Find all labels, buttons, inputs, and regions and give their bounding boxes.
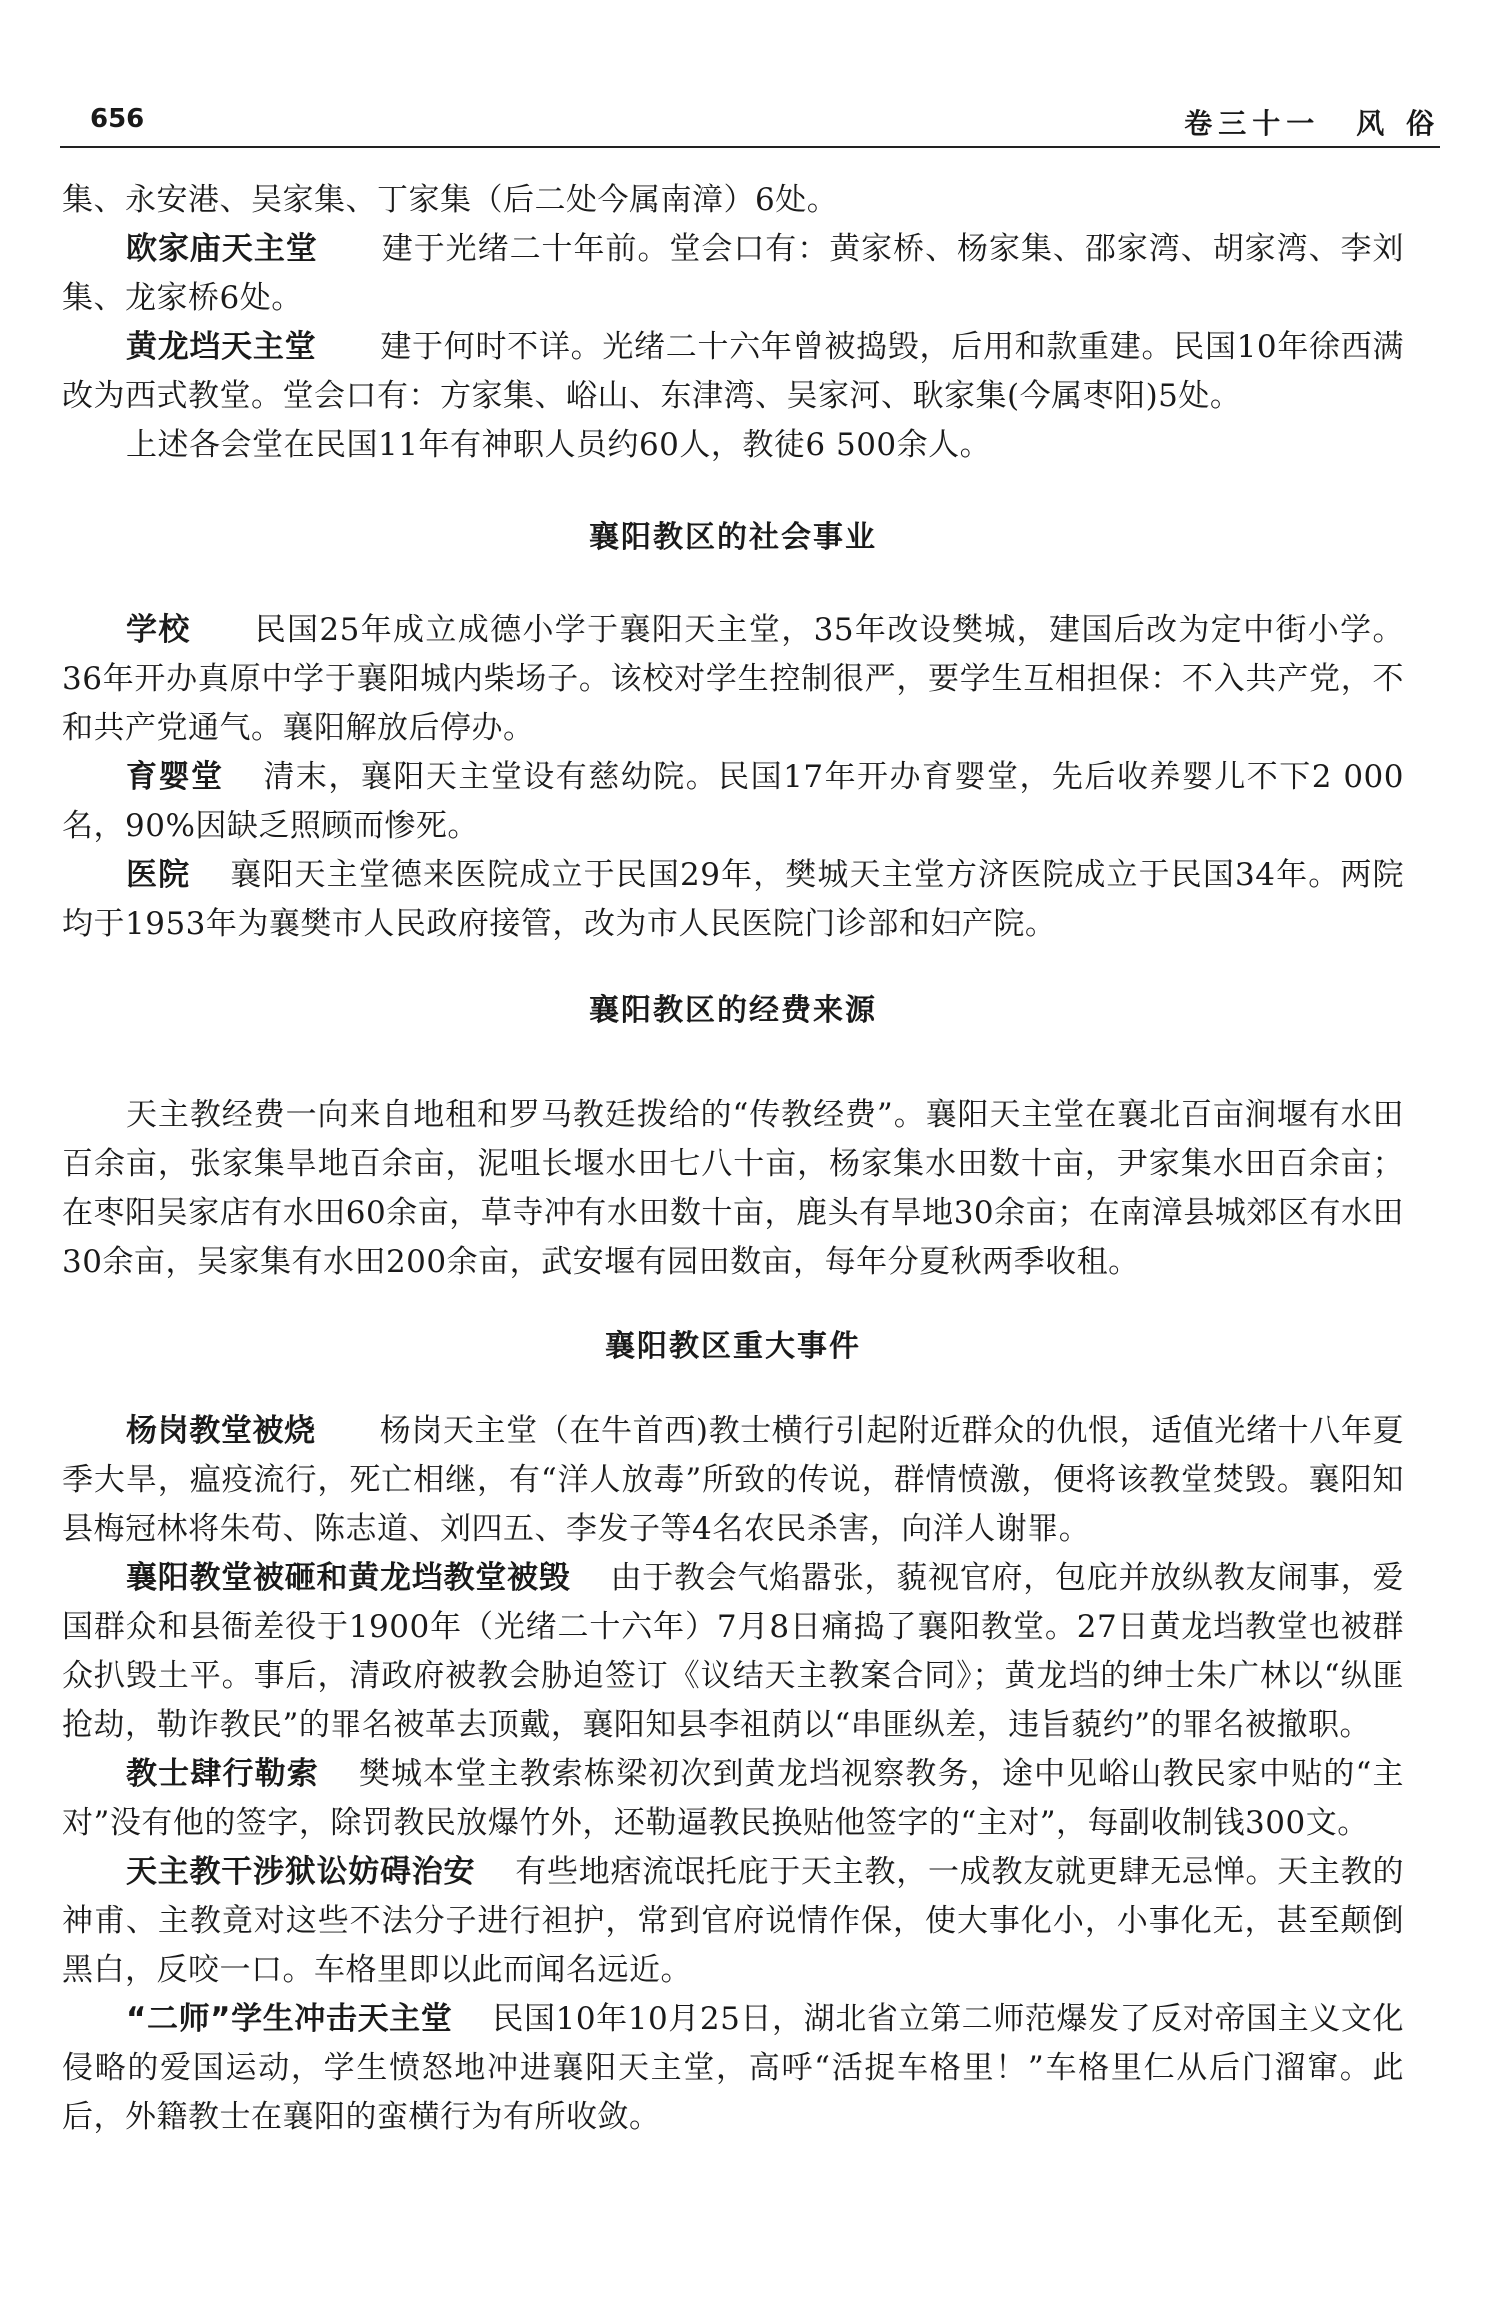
section-heading: 襄阳教区的社会事业 [589,520,877,555]
running-head [1184,102,1440,142]
paragraph: 教士肆行勒索 樊城本堂主教索栋梁初次到黄龙垱视察教务，途中见峪山教民家中贴的“主对”没有他的签字，除罚教民放爆竹外，还勒逼教民换贴他签字的“主对”，每副收制钱300文。 [62,1756,1404,1841]
section-heading: 襄阳教区的经费来源 [589,993,877,1028]
entry-heading: 杨岗教堂被烧 [126,1413,316,1449]
paragraph: “二师”学生冲击天主堂 民国10年10月25日，湖北省立第二师范爆发了反对帝国主义文化侵略的爱国运动，学生愤怒地冲进襄阳天主堂，高呼“活捉车格里！”车格里仁从后门溜窜。此后，外籍教士在襄阳的蛮横行为有所收敛。 [62,2001,1405,2135]
paragraph: 学校 民国25年成立成德小学于襄阳天主堂，35年改设樊城，建国后改为定中街小学。36年开办真原中学于襄阳城内柴场子。该校对学生控制很严，要学生互相担保：不入共产党，不和共产党通气。襄阳解放后停办。 [62,612,1405,746]
paragraph: 集、永安港、吴家集、丁家集（后二处今属南漳）6处。 [62,182,839,218]
paragraph: 杨岗教堂被烧 杨岗天主堂（在牛首西)教士横行引起附近群众的仇恨，适值光绪十八年夏季大旱，瘟疫流行，死亡相继，有“洋人放毒”所致的传说，群情愤激，便将该教堂焚毁。襄阳知县梅冠林将朱苟、陈志道、刘四五、李发子等4名农民杀害，向洋人谢罪。 [62,1413,1405,1547]
section-label: 风 俗 [1356,107,1440,140]
entry-heading: 学校 [126,612,191,648]
entry-heading: 医院 [126,857,191,893]
section-heading: 襄阳教区重大事件 [605,1329,861,1364]
entry-heading: 欧家庙天主堂 [126,231,318,267]
page-number: 656 [90,104,145,134]
paragraph: 天主教经费一向来自地租和罗马教廷拨给的“传教经费”。襄阳天主堂在襄北百亩涧堰有水田百余亩，张家集旱地百余亩，泥咀长堰水田七八十亩，杨家集水田数十亩，尹家集水田百余亩；在枣阳吴家店有水田60余亩，草寺冲有水田数十亩，鹿头有旱地30余亩；在南漳县城郊区有水田30余亩，吴家集有水田200余亩，武安堰有园田数亩，每年分夏秋两季收租。 [62,1097,1404,1280]
entry-heading: 黄龙垱天主堂 [126,329,317,365]
paragraph: 黄龙垱天主堂 建于何时不详。光绪二十六年曾被捣毁，后用和款重建。民国10年徐西满改为西式教堂。堂会口有：方家集、峪山、东津湾、吴家河、耿家集(今属枣阳)5处。 [62,329,1404,414]
paragraph: 医院 襄阳天主堂德来医院成立于民国29年，樊城天主堂方济医院成立于民国34年。两院均于1953年为襄樊市人民政府接管，改为市人民医院门诊部和妇产院。 [62,857,1404,942]
paragraph: 育婴堂 清末，襄阳天主堂设有慈幼院。民国17年开办育婴堂，先后收养婴儿不下2 000名，90%因缺乏照顾而惨死。 [62,759,1404,844]
volume-label: 卷三十一 [1184,107,1321,140]
entry-heading: “二师”学生冲击天主堂 [126,2001,453,2037]
paragraph: 襄阳教堂被砸和黄龙垱教堂被毁 由于教会气焰嚣张，藐视官府，包庇并放纵教友闹事，爱国群众和县衙差役于1900年（光绪二十六年）7月8日痛捣了襄阳教堂。27日黄龙垱教堂也被群众扒毁土平。事后，清政府被教会胁迫签订《议结天主教案合同》；黄龙垱的绅士朱广林以“纵匪抢劫，勒诈教民”的罪名被革去顶戴，襄阳知县李祖荫以“串匪纵差，违旨藐约”的罪名被撤职。 [62,1560,1404,1743]
page-body [62,176,1404,2142]
entry-heading: 襄阳教堂被砸和黄龙垱教堂被毁 [126,1560,571,1596]
paragraph: 欧家庙天主堂 建于光绪二十年前。堂会口有：黄家桥、杨家集、邵家湾、胡家湾、李刘集、龙家桥6处。 [62,231,1405,316]
paragraph: 天主教干涉狱讼妨碍治安 有些地痞流氓托庇于天主教，一成教友就更肆无忌惮。天主教的神甫、主教竟对这些不法分子进行袒护，常到官府说情作保，使大事化小，小事化无，甚至颠倒黑白，反咬一口。车格里即以此而闻名远近。 [62,1854,1404,1988]
entry-heading: 教士肆行勒索 [126,1756,319,1792]
paragraph: 上述各会堂在民国11年有神职人员约60人，教徒6 500余人。 [126,427,992,463]
entry-heading: 育婴堂 [126,759,224,795]
entry-heading: 天主教干涉狱讼妨碍治安 [126,1854,476,1890]
page-header [60,100,1440,148]
